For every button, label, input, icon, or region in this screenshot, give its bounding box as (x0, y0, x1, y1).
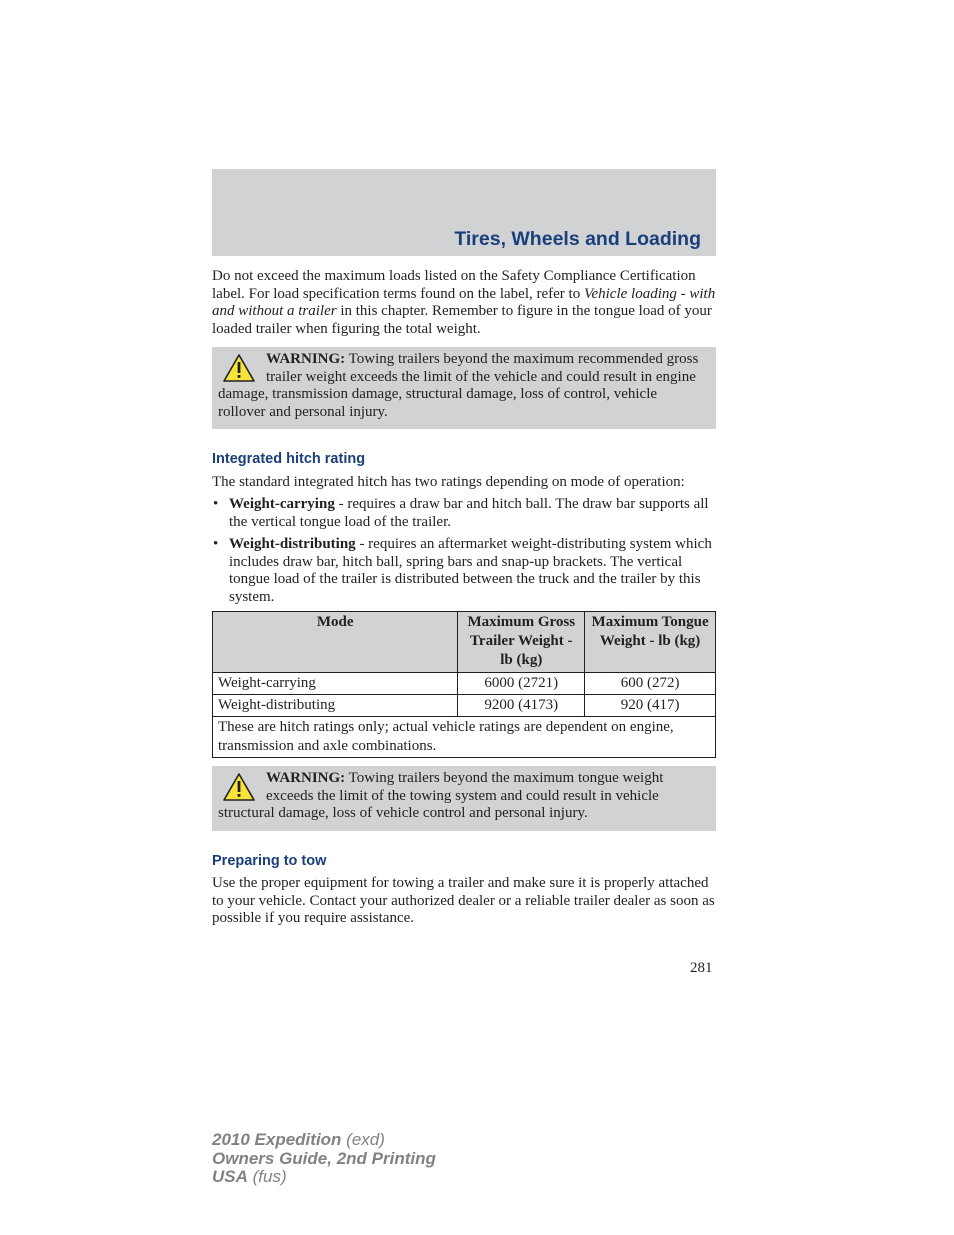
table-cell: Weight-distributing (213, 695, 458, 717)
warning-box-trailer-weight (212, 347, 716, 429)
table-note: These are hitch ratings only; actual vehicle ratings are dependent on engine, transmission and axle combinations. (213, 717, 716, 758)
column-header: Maximum Gross Trailer Weight - lb (kg) (458, 612, 585, 673)
warning-text: Towing trailers beyond the maximum recommended gross trailer weight exceeds the limit of the vehicle and could result in engine damage, transmission damage, structural damage, loss of control, vehicle rollover and personal injury. (218, 351, 699, 420)
table-cell: 9200 (4173) (458, 695, 585, 717)
warning-label: WARNING: (266, 351, 346, 367)
table-cell: 600 (272) (585, 673, 716, 695)
hitch-rating-paragraph: The standard integrated hitch has two ratings depending on mode of operation: (212, 473, 685, 490)
column-header: Maximum Tongue Weight - lb (kg) (585, 612, 716, 673)
page-number: 281 (690, 960, 713, 976)
section-heading-preparing-to-tow: Preparing to tow (212, 852, 327, 869)
list-item: • Weight-carrying - requires a draw bar and hitch ball. The draw bar supports all the vertical tongue load of the trailer. (213, 496, 709, 530)
chapter-title: Tires, Wheels and Loading (454, 228, 701, 250)
table-row (213, 695, 716, 717)
table-cell: Weight-carrying (213, 673, 458, 695)
table-row (213, 673, 716, 695)
table-note-row (213, 717, 716, 758)
section-heading-hitch-rating: Integrated hitch rating (212, 451, 366, 467)
hitch-mode-list (212, 496, 716, 606)
preparing-to-tow-paragraph: Use the proper equipment for towing a trailer and make sure it is properly attached to your vehicle. Contact your authorized dealer or a reliable trailer dealer as soon as possible if you require assistance. (212, 875, 715, 926)
list-item: • Weight-distributing - requires an aftermarket weight-distributing system which includes draw bar, hitch ball, spring bars and snap-up brackets. The vertical tongue load of the trailer is distributed between the truck and the trailer by this system. (213, 536, 712, 605)
document-footer: 2010 Expedition (exd) Owners Guide, 2nd Printing USA (fus) (212, 1130, 436, 1186)
table-cell: 6000 (2721) (458, 673, 585, 695)
warning-box-tongue-weight (212, 766, 716, 831)
intro-paragraph: Do not exceed the maximum loads listed on the Safety Compliance Certification label. For load specification terms found on the label, refer to Vehicle loading - with and without a trailer in this chapter. Remember to figure in the tongue load of your loaded trailer when figuring the total weight. (212, 268, 716, 337)
cross-reference: Vehicle loading - with and without a trailer (212, 285, 716, 319)
table-header-row (213, 612, 716, 673)
warning-triangle-icon (222, 353, 256, 383)
column-header: Mode (213, 612, 458, 673)
page-content (212, 268, 716, 928)
warning-text: Towing trailers beyond the maximum tongue weight exceeds the limit of the towing system and could result in vehicle structural damage, loss of vehicle control and personal injury. (218, 770, 664, 821)
warning-label: WARNING: (266, 770, 346, 786)
table-cell: 920 (417) (585, 695, 716, 717)
chapter-header-band (212, 169, 716, 256)
warning-triangle-icon (222, 772, 256, 802)
hitch-ratings-table (212, 611, 716, 758)
